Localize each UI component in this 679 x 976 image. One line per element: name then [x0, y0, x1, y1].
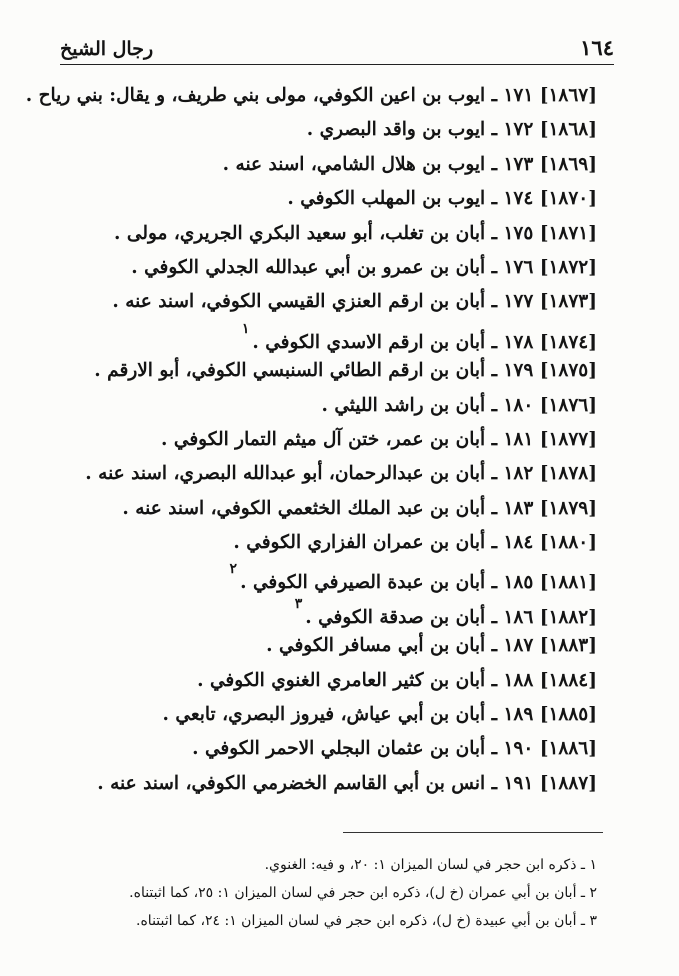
narrator-entry	[77, 595, 597, 629]
footnote: ١ ـ ذكره ابن حجر في لسان الميزان ١: ٢٠، و فيه: الغنوي.	[264, 857, 597, 873]
entry-text: [١٨٧٢] ١٧٦ ـ أبان بن عمرو بن أبي عبدالله الجدلي الكوفي .	[131, 256, 597, 278]
entry-text: [١٨٨٦] ١٩٠ ـ أبان بن عثمان البجلي الاحمر الكوفي .	[192, 738, 597, 760]
entry-text: [١٨٧٦] ١٨٠ ـ أبان بن راشد الليثي .	[321, 394, 597, 416]
entry-text: [١٨٨٣] ١٨٧ ـ أبان بن أبي مسافر الكوفي .	[266, 635, 597, 657]
entry-text: [١٨٧٩] ١٨٣ ـ أبان بن عبد الملك الخثعمي الكوفي، اسند عنه .	[122, 497, 597, 519]
footnote: ٢ ـ أبان بن أبي عمران (خ ل)، ذكره ابن حجر في لسان الميزان ١: ٢٥، كما اثبتناه.	[129, 885, 597, 901]
narrator-entry	[77, 320, 597, 354]
entry-text: [١٨٧٠] ١٧٤ ـ ايوب بن المهلب الكوفي .	[287, 188, 597, 210]
page-number: ١٦٤	[580, 35, 614, 60]
narrator-entry	[77, 664, 597, 698]
narrator-entry	[77, 698, 597, 732]
narrator-entry	[77, 732, 597, 766]
entry-text: [١٨٦٧] ١٧١ ـ ايوب بن اعين الكوفي، مولى بني طريف، و يقال: بني رياح .	[25, 85, 597, 106]
entry-text: [١٨٧٥] ١٧٩ ـ أبان بن ارقم الطائي السنبسي الكوفي، أبو الارقم .	[94, 360, 597, 382]
narrator-entry	[77, 526, 597, 560]
narrator-entry	[77, 251, 597, 285]
running-title: رجال الشيخ	[60, 38, 154, 60]
footnote-reference: ٢	[229, 561, 238, 578]
narrator-entry-list	[25, 79, 597, 801]
entry-text: [١٨٨٢] ١٨٦ ـ أبان بن صدقة الكوفي .	[305, 607, 597, 629]
entry-text: [١٨٧٧] ١٨١ ـ أبان بن عمر، ختن آل ميثم التمار الكوفي .	[161, 428, 597, 450]
narrator-entry	[77, 217, 597, 251]
entry-text: [١٨٨١] ١٨٥ ـ أبان بن عبدة الصيرفي الكوفي .	[240, 572, 597, 594]
page-header	[60, 30, 614, 65]
narrator-entry	[77, 354, 597, 388]
entry-text: [١٨٨٤] ١٨٨ ـ أبان بن كثير العامري الغنوي الكوفي .	[197, 669, 597, 691]
narrator-entry	[77, 629, 597, 663]
narrator-entry	[77, 148, 597, 182]
narrator-entry	[77, 182, 597, 216]
narrator-entry	[77, 492, 597, 526]
footnote-reference: ١	[241, 320, 250, 337]
narrator-entry	[77, 423, 597, 457]
entry-text: [١٨٧٤] ١٧٨ ـ أبان بن ارقم الاسدي الكوفي .	[252, 331, 597, 353]
narrator-entry	[77, 560, 597, 594]
entry-text: [١٨٧٣] ١٧٧ ـ أبان بن ارقم العنزي القيسي الكوفي، اسند عنه .	[112, 291, 597, 313]
narrator-entry	[25, 79, 597, 113]
narrator-entry	[77, 389, 597, 423]
entry-text: [١٨٨٠] ١٨٤ ـ أبان بن عمران الفزاري الكوفي .	[233, 532, 597, 554]
entry-text: [١٨٧٨] ١٨٢ ـ أبان بن عبدالرحمان، أبو عبدالله البصري، اسند عنه .	[85, 463, 597, 485]
footnote-list	[72, 851, 597, 935]
entry-text: [١٨٦٩] ١٧٣ ـ ايوب بن هلال الشامي، اسند عنه .	[222, 153, 597, 175]
narrator-entry	[77, 285, 597, 319]
entry-text: [١٨٨٧] ١٩١ ـ انس بن أبي القاسم الخضرمي الكوفي، اسند عنه .	[97, 772, 597, 794]
narrator-entry	[77, 457, 597, 491]
footnote-reference: ٣	[294, 595, 303, 612]
narrator-entry	[77, 113, 597, 147]
entry-text: [١٨٧١] ١٧٥ ـ أبان بن تغلب، أبو سعيد البكري الجريري، مولى .	[114, 222, 597, 244]
footnote-divider	[343, 832, 603, 833]
entry-text: [١٨٨٥] ١٨٩ ـ أبان بن أبي عياش، فيروز البصري، تابعي .	[162, 704, 597, 726]
footnote: ٣ ـ أبان بن أبي عبيدة (خ ل)، ذكره ابن حجر في لسان الميزان ١: ٢٤، كما اثبتناه.	[136, 913, 597, 929]
narrator-entry	[77, 767, 597, 801]
entry-text: [١٨٦٨] ١٧٢ ـ ايوب بن واقد البصري .	[306, 119, 597, 141]
